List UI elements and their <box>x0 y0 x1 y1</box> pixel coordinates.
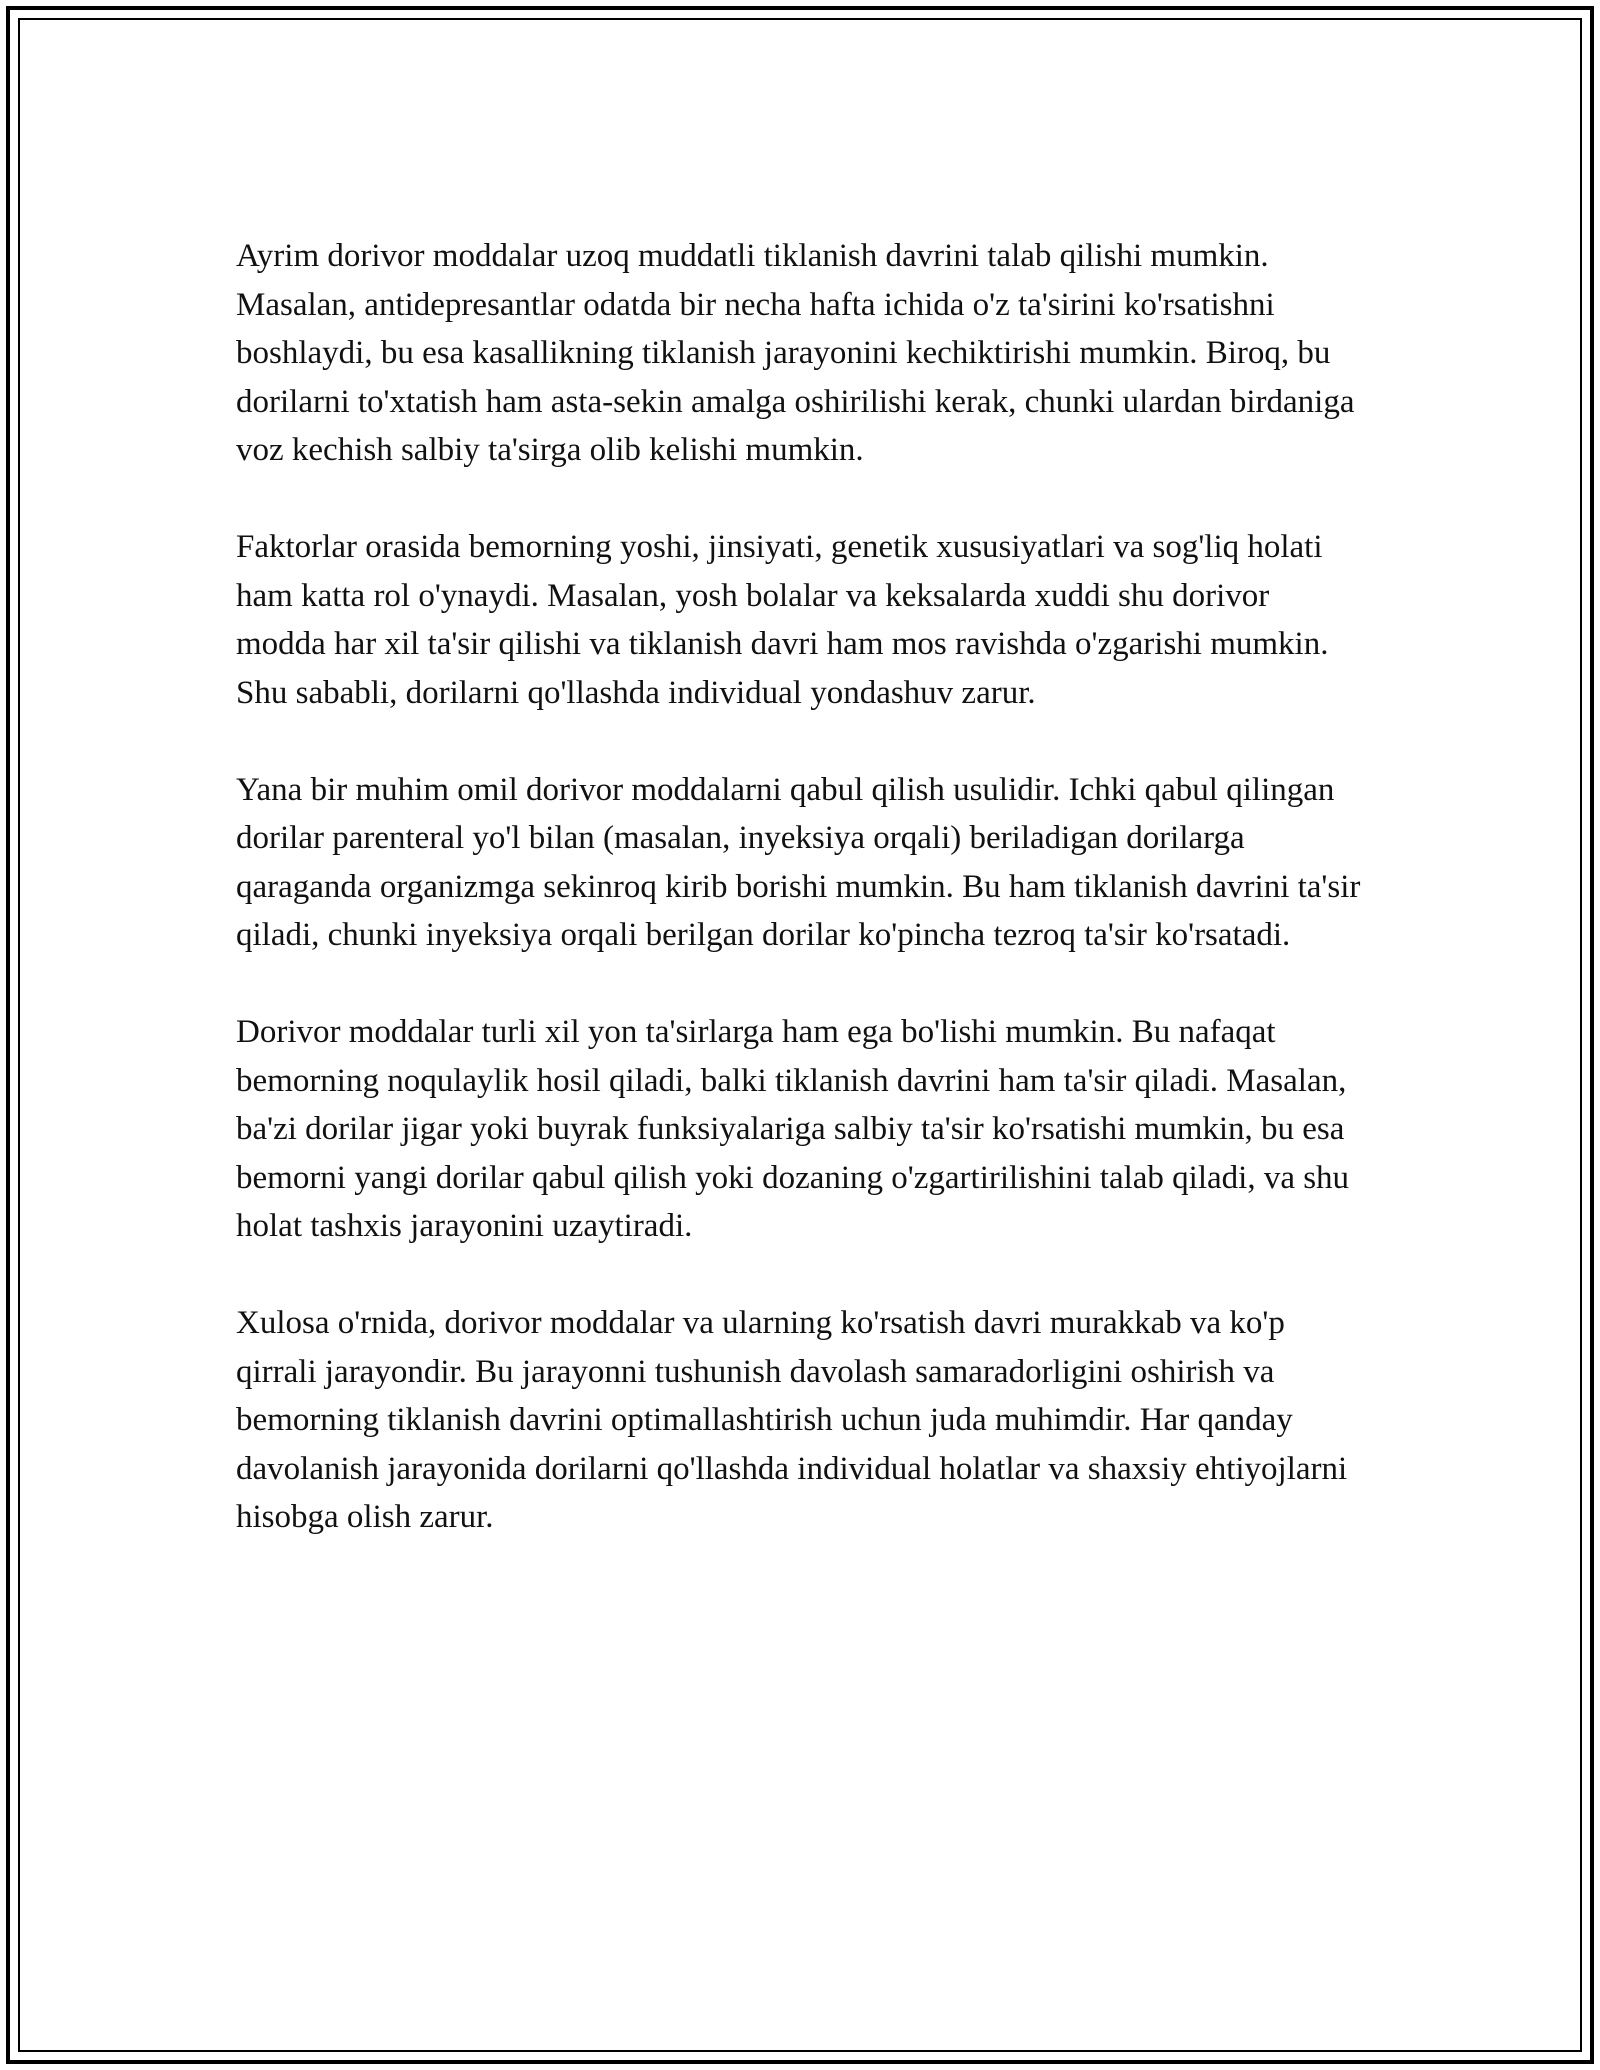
paragraph-1: Ayrim dorivor moddalar uzoq muddatli tiklanish davrini talab qilishi mumkin. Masalan, antidepresantlar odatda bir necha hafta ichida o'z ta'sirini ko'rsatishni boshlaydi, bu esa kasallikning tiklanish jarayonini kechiktirishi mumkin. Biroq, bu dorilarni to'xtatish ham asta-sekin amalga oshirilishi kerak, chunki ulardan birdaniga voz kechish salbiy ta'sirga olib kelishi mumkin. <box>236 238 1355 468</box>
document-body <box>236 232 1366 1590</box>
paragraph-5: Xulosa o'rnida, dorivor moddalar va ularning ko'rsatish davri murakkab va ko'p qirrali jarayondir. Bu jarayonni tushunish davolash samaradorligini oshirish va bemorning tiklanish davrini optimallashtirish uchun juda muhimdir. Har qanday davolanish jarayonida dorilarni qo'llashda individual holatlar va shaxsiy ehtiyojlarni hisobga olish zarur. <box>236 1305 1348 1535</box>
paragraph-3: Yana bir muhim omil dorivor moddalarni qabul qilish usulidir. Ichki qabul qilingan dorilar parenteral yo'l bilan (masalan, inyeksiya orqali) beriladigan dorilarga qaraganda organizmga sekinroq kirib borishi mumkin. Bu ham tiklanish davrini ta'sir qiladi, chunki inyeksiya orqali berilgan dorilar ko'pincha tezroq ta'sir ko'rsatadi. <box>236 771 1361 953</box>
paragraph-4: Dorivor moddalar turli xil yon ta'sirlarga ham ega bo'lishi mumkin. Bu nafaqat bemorning noqulaylik hosil qiladi, balki tiklanish davrini ham ta'sir qiladi. Masalan, ba'zi dorilar jigar yoki buyrak funksiyalariga salbiy ta'sir ko'rsatishi mumkin, bu esa bemorni yangi dorilar qabul qilish yoki dozaning o'zgartirilishini talab qiladi, va shu holat tashxis jarayonini uzaytiradi. <box>236 1014 1350 1244</box>
paragraph-2: Faktorlar orasida bemorning yoshi, jinsiyati, genetik xususiyatlari va sog'liq holati ham katta rol o'ynaydi. Masalan, yosh bolalar va keksalarda xuddi shu dorivor modda har xil ta'sir qilishi va tiklanish davri ham mos ravishda o'zgarishi mumkin. Shu sababli, dorilarni qo'llashda individual yondashuv zarur. <box>236 529 1329 711</box>
